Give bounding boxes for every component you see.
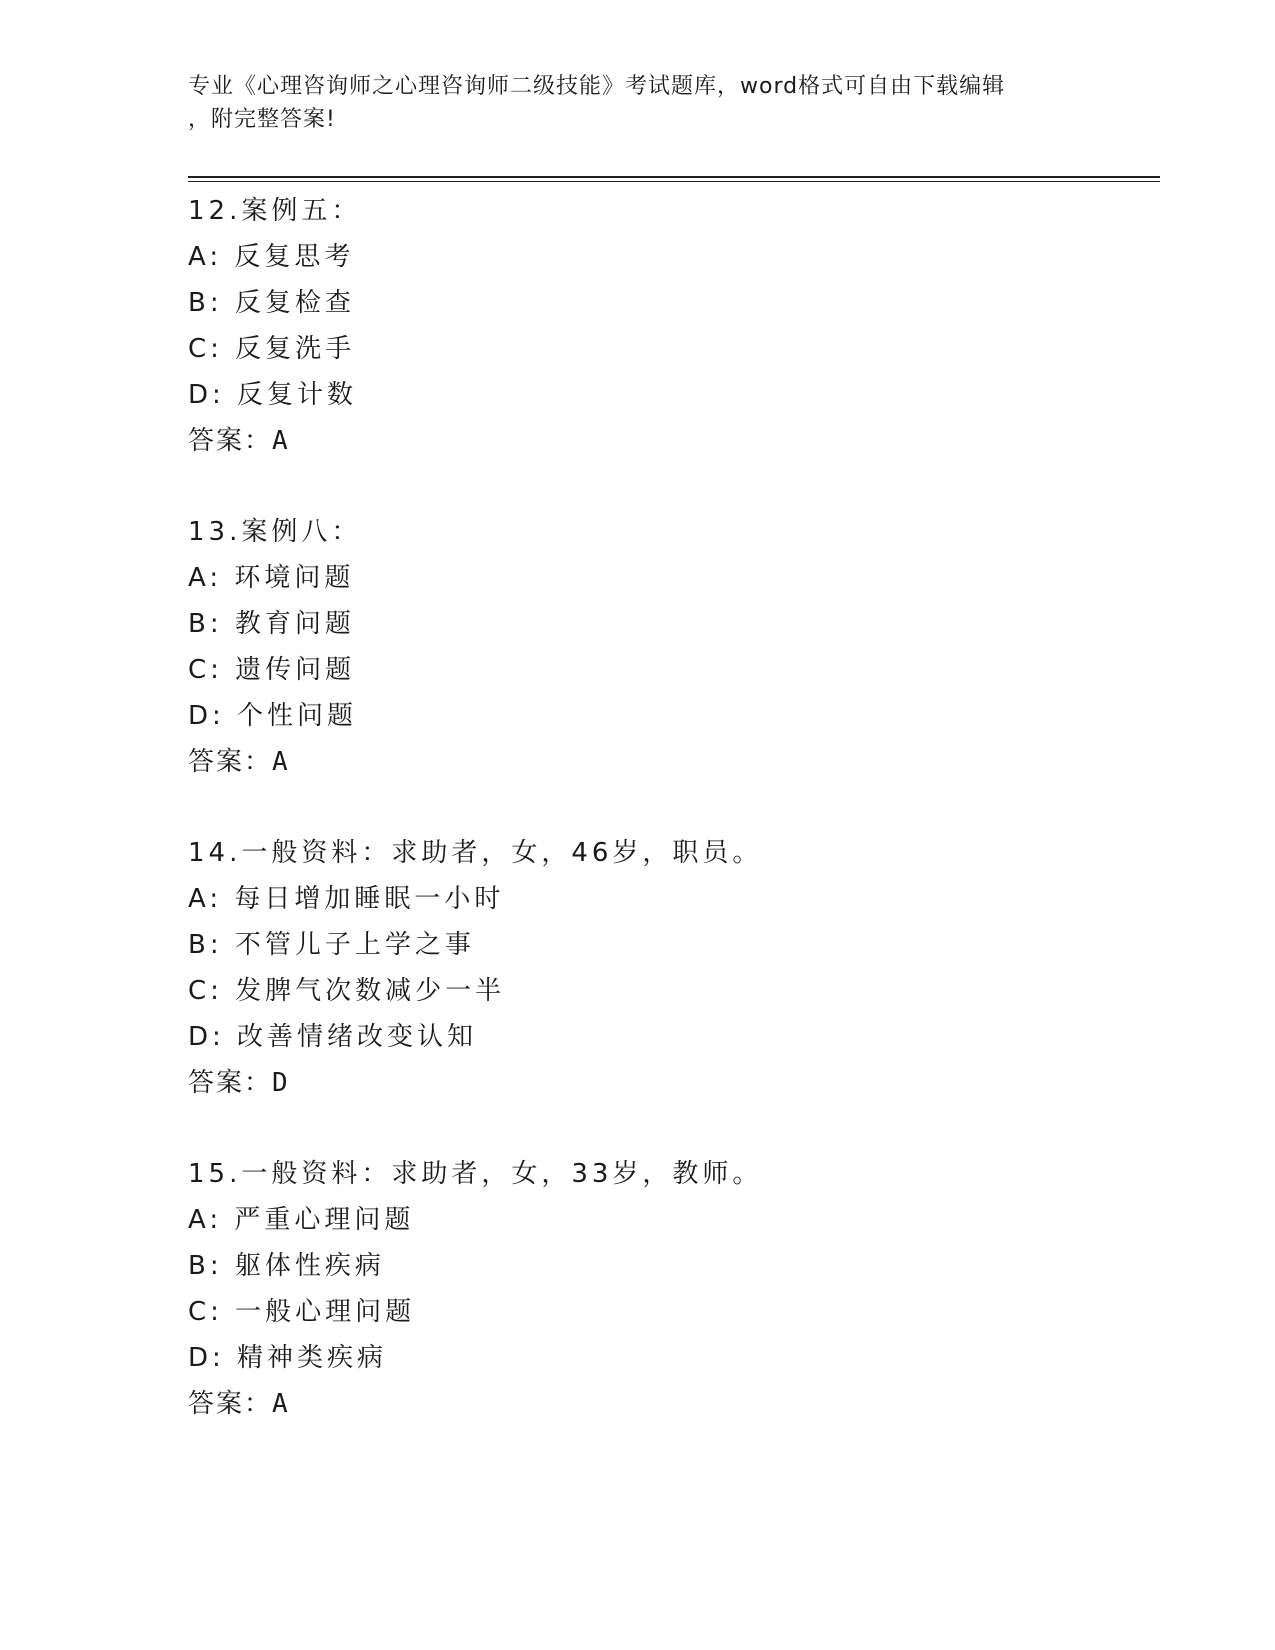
- answer-line: [188, 1381, 1148, 1427]
- option-d: D: 改善情绪改变认知: [188, 1022, 478, 1052]
- option-c: C: 发脾气次数减少一半: [188, 976, 506, 1006]
- question-14: [188, 830, 1148, 1106]
- option-a: A: 每日增加睡眠一小时: [188, 884, 505, 914]
- option-b: B: 反复检查: [188, 288, 355, 318]
- question-list: [188, 188, 1148, 1472]
- answer-label: 答案：: [188, 1389, 273, 1419]
- option-c: C: 一般心理问题: [188, 1297, 416, 1327]
- option-c: C: 反复洗手: [188, 334, 356, 364]
- answer-value: D: [272, 1068, 290, 1098]
- question-stem: 14.一般资料：求助者，女，46岁，职员。: [188, 838, 763, 868]
- option-d: D: 反复计数: [188, 380, 358, 410]
- answer-value: A: [272, 426, 290, 456]
- option-b: B: 不管儿子上学之事: [188, 930, 475, 960]
- question-stem: 13.案例八：: [188, 517, 362, 547]
- header-line-1: 专业《心理咨询师之心理咨询师二级技能》考试题库，word格式可自由下载编辑: [188, 74, 1006, 99]
- document-header: [188, 70, 1068, 136]
- option-b: B: 躯体性疾病: [188, 1251, 385, 1281]
- answer-line: [188, 1060, 1148, 1106]
- question-stem: 15.一般资料：求助者，女，33岁，教师。: [188, 1159, 763, 1189]
- header-divider-thick: [188, 176, 1160, 178]
- option-d: D: 个性问题: [188, 701, 358, 731]
- question-stem: 12.案例五：: [188, 196, 362, 226]
- answer-value: A: [272, 1389, 290, 1419]
- header-divider-thin: [188, 181, 1160, 182]
- answer-line: [188, 739, 1148, 785]
- option-b: B: 教育问题: [188, 609, 355, 639]
- answer-label: 答案：: [188, 426, 273, 456]
- question-12: [188, 188, 1148, 464]
- option-c: C: 遗传问题: [188, 655, 356, 685]
- option-a: A: 反复思考: [188, 242, 355, 272]
- answer-label: 答案：: [188, 747, 273, 777]
- answer-line: [188, 418, 1148, 464]
- question-13: [188, 509, 1148, 785]
- header-line-2: ，附完整答案!: [188, 107, 336, 132]
- option-d: D: 精神类疾病: [188, 1343, 388, 1373]
- answer-label: 答案：: [188, 1068, 273, 1098]
- option-a: A: 环境问题: [188, 563, 355, 593]
- option-a: A: 严重心理问题: [188, 1205, 415, 1235]
- question-15: [188, 1151, 1148, 1427]
- answer-value: A: [272, 747, 290, 777]
